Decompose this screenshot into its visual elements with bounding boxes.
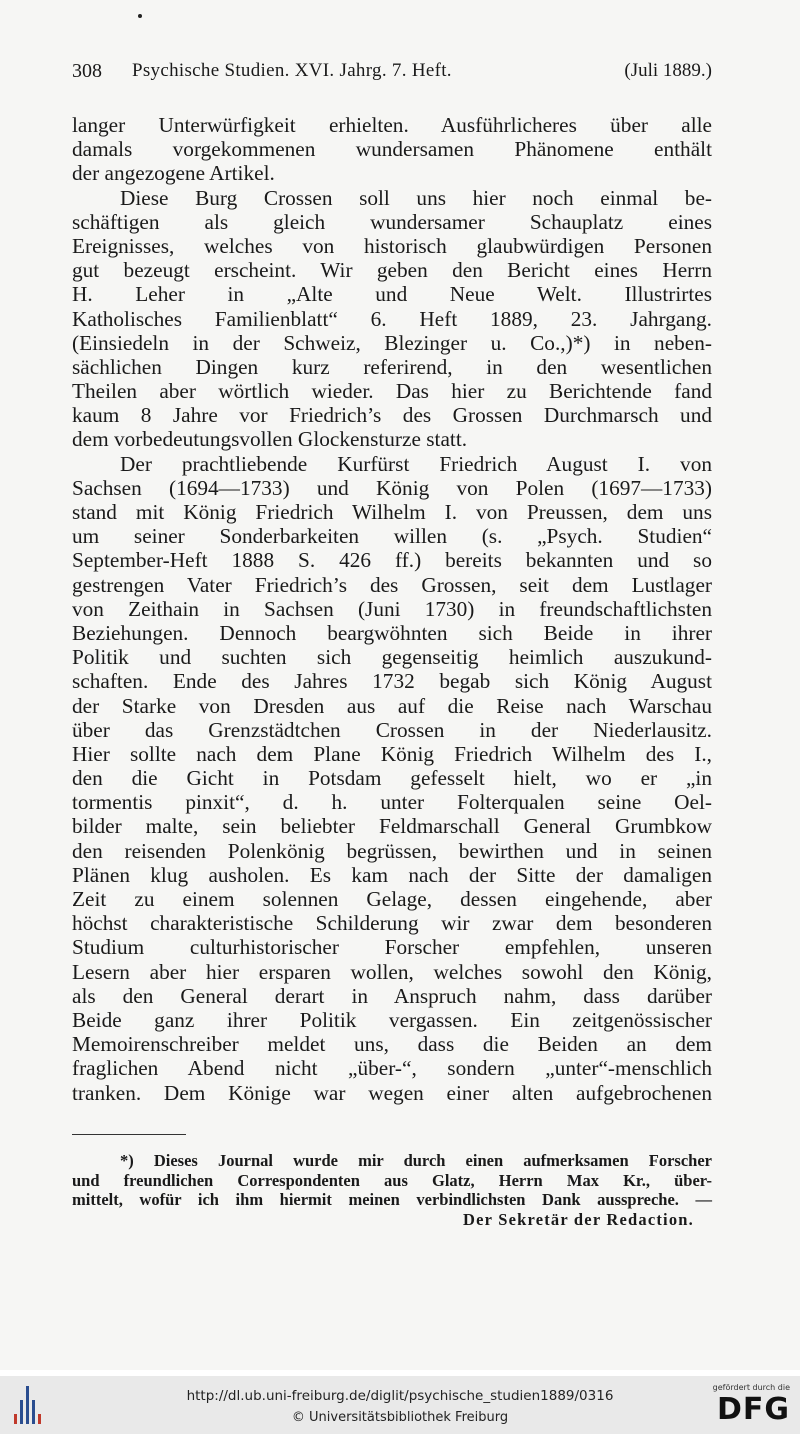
text-line: schaften. Ende des Jahres 1732 begab sich König August: [72, 669, 712, 694]
text-line: Beziehungen. Dennoch beargwöhnten sich Beide in ihrer: [72, 620, 712, 645]
text-line: schäftigen als gleich wundersamer Schauplatz eines: [72, 209, 712, 234]
text-line: Hier sollte nach dem Plane König Friedrich Wilhelm des I.,: [72, 741, 712, 766]
text-line: stand mit König Friedrich Wilhelm I. von Preussen, dem uns: [72, 500, 712, 524]
source-url-link[interactable]: http://dl.ub.uni-freiburg.de/diglit/psychische_studien1889/0316: [186, 1388, 614, 1404]
text-line: Politik und suchten sich gegenseitig heimlich auszukund-: [72, 645, 712, 670]
text-line: über das Grenzstädtchen Crossen in der Niederlausitz.: [72, 717, 712, 742]
dfg-logo: DFG: [716, 1392, 790, 1427]
journal-title: Psychische Studien. XVI. Jahrg. 7. Heft.: [132, 60, 452, 81]
text-line: Plänen klug ausholen. Es kam nach der Sitte der damaligen: [72, 862, 712, 887]
text-line: gestrengen Vater Friedrich’s des Grossen, seit dem Lustlager: [72, 572, 712, 597]
text-line: den reisenden Polenkönig begrüssen, bewirthen und in seinen: [72, 838, 712, 863]
text-line: Ereignisses, welches von historisch glaubwürdigen Personen: [72, 233, 712, 258]
text-line: langer Unterwürfigkeit erhielten. Ausführlicheres über alle: [72, 113, 712, 137]
issue-date: (Juli 1889.): [624, 60, 712, 81]
body-text: [72, 113, 712, 1105]
text-line: Der prachtliebende Kurfürst Friedrich August I. von: [120, 451, 712, 476]
text-line: höchst charakteristische Schilderung wir zwar dem besonderen: [72, 911, 712, 936]
copyright-notice: © Universitätsbibliothek Freiburg: [291, 1410, 509, 1425]
text-line: von Zeithain in Sachsen (Juni 1730) in freundschaftlichsten: [72, 596, 712, 621]
footnote: [72, 1151, 712, 1229]
text-line: als den General derart in Anspruch nahm, dass darüber: [72, 983, 712, 1008]
page-number: 308: [72, 60, 102, 82]
dfg-caption: gefördert durch die: [712, 1383, 790, 1392]
footnote-line: mittelt, wofür ich ihm hiermit meinen verbindlichsten Dank ausspreche. —: [72, 1190, 712, 1209]
scan-speck: [138, 14, 142, 18]
footnote-signature: Der Sekretär der Redaction.: [463, 1209, 694, 1229]
text-line: fraglichen Abend nicht „über-“, sondern „unter“-menschlich: [72, 1056, 712, 1081]
text-line: damals vorgekommenen wundersamen Phänomene enthält: [72, 137, 712, 162]
text-line: Diese Burg Crossen soll uns hier noch einmal be-: [120, 185, 712, 210]
text-line: sächlichen Dingen kurz referirend, in den wesentlichen: [72, 354, 712, 379]
text-line: Katholisches Familienblatt“ 6. Heft 1889, 23. Jahrgang.: [72, 306, 712, 331]
text-line: gut bezeugt erscheint. Wir geben den Bericht eines Herrn: [72, 258, 712, 283]
text-line: der Starke von Dresden aus auf die Reise nach Warschau: [72, 693, 712, 718]
text-line: den die Gicht in Potsdam gefesselt hielt, wo er „in: [72, 766, 712, 791]
footnote-line: *) Dieses Journal wurde mir durch einen aufmerksamen Forscher: [120, 1151, 712, 1170]
text-line: H. Leher in „Alte und Neue Welt. Illustrirtes: [72, 282, 712, 307]
running-header: [72, 60, 712, 90]
text-line: kaum 8 Jahre vor Friedrich’s des Grossen Durchmarsch und: [72, 403, 712, 428]
text-line: Theilen aber wörtlich wieder. Das hier zu Berichtende fand: [72, 379, 712, 404]
text-line: Zeit zu einem solennen Gelage, dessen eingehende, aber: [72, 887, 712, 911]
text-line: der angezogene Artikel.: [72, 161, 275, 186]
footnote-divider: [72, 1134, 186, 1135]
text-line: bilder malte, sein beliebter Feldmarschall General Grumbkow: [72, 814, 712, 839]
text-line: Lesern aber hier ersparen wollen, welches sowohl den König,: [72, 959, 712, 984]
text-line: dem vorbedeutungsvollen Glockensturze statt.: [72, 427, 468, 452]
text-line: Memoirenschreiber meldet uns, dass die Beiden an dem: [72, 1032, 712, 1057]
footnote-line: und freundlichen Correspondenten aus Glatz, Herrn Max Kr., über-: [72, 1170, 712, 1190]
text-line: (Einsiedeln in der Schweiz, Blezinger u. Co.,)*) in neben-: [72, 330, 712, 355]
text-line: um seiner Sonderbarkeiten willen (s. „Psych. Studien“: [72, 524, 712, 549]
text-line: tranken. Dem Könige war wegen einer alten aufgebrochenen: [72, 1080, 712, 1105]
text-line: September-Heft 1888 S. 426 ff.) bereits bekannten und so: [72, 548, 712, 573]
text-line: tormentis pinxit“, d. h. unter Folterqualen seine Oel-: [72, 790, 712, 815]
text-line: Studium culturhistorischer Forscher empfehlen, unseren: [72, 935, 712, 960]
text-line: Beide ganz ihrer Politik vergassen. Ein zeitgenössischer: [72, 1007, 712, 1032]
text-line: Sachsen (1694—1733) und König von Polen (1697—1733): [72, 475, 712, 500]
viewer-footer: [0, 1376, 800, 1434]
